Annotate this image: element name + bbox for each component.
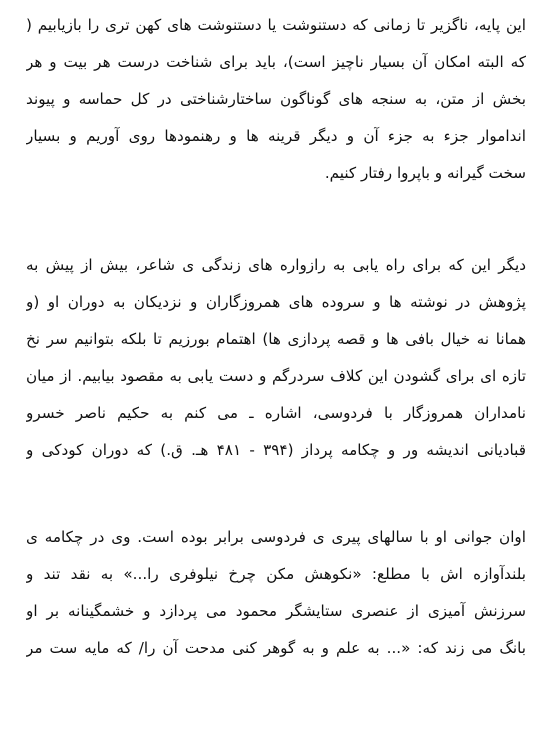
- text-line: همانا نه خیال بافی ها و قصه پردازی ها) اهتمام بورزیم تا بلکه بتوانیم سر نخ: [26, 330, 526, 348]
- text-line: این پایه، ناگزیر تا زمانی که دستنوشت یا دستنوشت های کهن تری را بازیابیم (: [26, 16, 526, 34]
- text-line: بلندآوازه اش با مطلع: «نکوهش مکن چرخ نیلوفری را...» به نقد تند و: [26, 565, 526, 583]
- text-line: قبادیانی اندیشه ور و چکامه پرداز (۳۹۴ - ۴۸۱ هـ. ق.) که دوران کودکی و: [26, 441, 526, 459]
- text-line: انداموار جزء به جزء آن و دیگر قرینه ها و رهنمودها روی آوریم و بسیار: [26, 127, 526, 145]
- text-line: اوان جوانی او با سالهای پیری ی فردوسی برابر بوده است. وی در چکامه ی: [26, 528, 526, 546]
- paragraph-1: [26, 7, 526, 192]
- text-line: بانگ می زند که: «... به علم و به گوهر کنی مدحت آن را/ که مایه ست مر: [26, 639, 526, 657]
- paragraph-2: [26, 247, 526, 469]
- text-line: که البته امکان آن بسیار ناچیز است)، باید برای شناخت درست هر بیت و هر: [26, 53, 526, 71]
- text-line: سرزنش آمیزی از عنصری ستایشگر محمود می پردازد و خشمگینانه بر او: [26, 602, 526, 620]
- text-line: سخت گیرانه و باپروا رفتار کنیم.: [324, 164, 526, 182]
- paragraph-3: [26, 519, 526, 667]
- text-line: نامداران همروزگار با فردوسی، اشاره ـ می کنم به حکیم ناصر خسرو: [26, 404, 526, 422]
- text-line: دیگر این که برای راه یابی به رازواره های زندگی ی شاعر، بیش از پیش به: [26, 256, 526, 274]
- text-line: بخش از متن، به سنجه های گوناگون ساختارشناختی در کل حماسه و پیوند: [26, 90, 526, 108]
- text-line: تازه ای برای گشودن این کلاف سردرگم و دست یابی به مقصود بیابیم. از میان: [26, 367, 526, 385]
- text-line: پژوهش در نوشته ها و سروده های همروزگاران و نزدیکان به دوران او (و: [26, 293, 526, 311]
